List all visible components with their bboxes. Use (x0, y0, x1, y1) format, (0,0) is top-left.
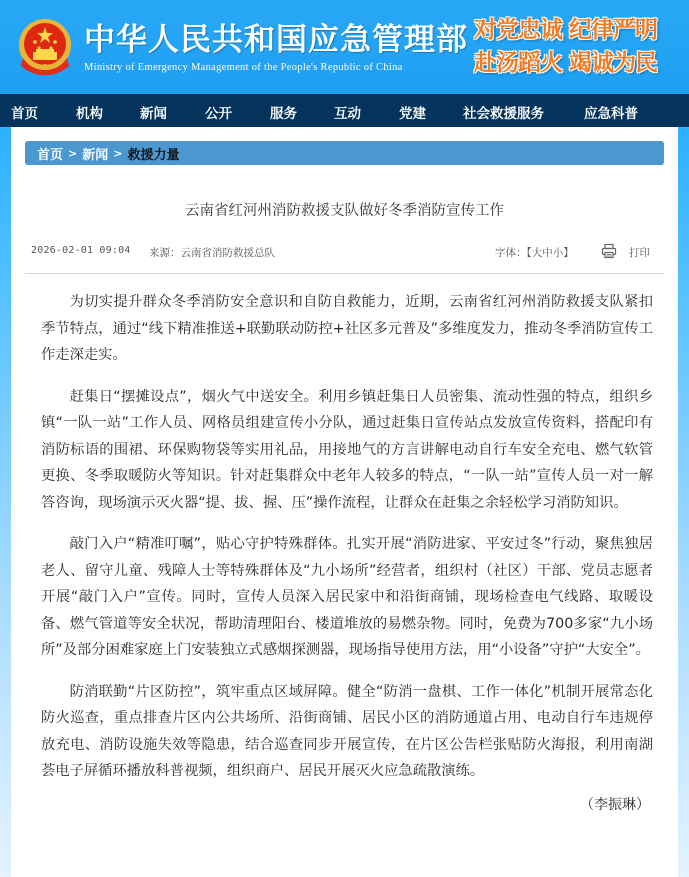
nav-item-emergency-science[interactable]: 应急科普 (584, 106, 638, 122)
nav-item-home[interactable]: 首页 (11, 106, 38, 122)
article-paragraph: 防消联勤“片区防控”，筑牢重点区域屏障。健全“防消一盘棋、工作一体化”机制开展常态化防火巡查，重点排查片区内公共场所、沿街商铺、居民小区的消防通道占用、电动自行车违规停放充电、消防设施失效等隐患，结合巡查同步开展宣传，在片区公告栏张贴防火海报，利用南湖荟电子屏循环播放科普视频，组织商户、居民开展灭火应急疏散演练。 (41, 683, 653, 779)
article-meta (25, 242, 664, 262)
site-subtitle: Ministry of Emergency Management of the People's Republic of China (84, 62, 403, 73)
printer-icon[interactable] (601, 243, 617, 259)
article-body (41, 289, 653, 800)
font-size-options[interactable]: 【大中小】 (526, 247, 574, 259)
site-header (0, 0, 689, 94)
slogan-line-2: 赴汤蹈火 竭诚为民 (474, 49, 658, 76)
breadcrumb-current[interactable]: 救援力量 (127, 147, 180, 163)
nav-item-services[interactable]: 服务 (270, 106, 297, 122)
slogan-block (474, 13, 684, 79)
slogan-line-1: 对党忠诚 纪律严明 (474, 16, 658, 43)
font-size-control (495, 245, 574, 260)
nav-item-party-building[interactable]: 党建 (399, 106, 426, 122)
nav-item-organization[interactable]: 机构 (76, 106, 103, 122)
breadcrumb-news[interactable]: 新闻 (82, 147, 109, 163)
article-paragraph: 赶集日“摆摊设点”，烟火气中送安全。利用乡镇赶集日人员密集、流动性强的特点，组织乡镇“一队一站”工作人员、网格员组建宣传小分队，通过赶集日宣传站点发放宣传资料，搭配印有消防标语的围裙、环保购物袋等实用礼品，用接地气的方言讲解电动自行车安全充电、燃气软管更换、冬季取暖防火等知识。针对赶集群众中老年人较多的特点，“一队一站”宣传人员一对一解答咨询，现场演示灭火器“提、拔、握、压”操作流程，让群众在赶集之余轻松学习消防知识。 (41, 388, 653, 511)
national-emblem-icon[interactable] (17, 18, 73, 76)
breadcrumb-separator: > (113, 146, 123, 160)
breadcrumb (25, 141, 664, 165)
article-author: （李振琳） (580, 797, 650, 813)
breadcrumb-home[interactable]: 首页 (37, 147, 64, 163)
meta-divider (25, 273, 664, 274)
nav-item-news[interactable]: 新闻 (140, 106, 167, 122)
print-button[interactable]: 打印 (629, 247, 650, 259)
font-size-label: 字体： (495, 247, 527, 259)
site-title: 中华人民共和国应急管理部 (84, 22, 468, 58)
article-paragraph: 敲门入户“精准叮嘱”，贴心守护特殊群体。扎实开展“消防进家、平安过冬”行动，聚焦独居老人、留守儿童、残障人士等特殊群体及“九小场所”经营者，组织村（社区）干部、党员志愿者开展“敲门入户”宣传。同时，宣传人员深入居民家中和沿街商铺，现场检查电气线路、取暖设备、燃气管道等安全状况，帮助清理阳台、楼道堆放的易燃杂物。同时，免费为700多家“九小场所”及部分困难家庭上门安装独立式感烟探测器，现场指导使用方法，用“小设备”守护“大安全”。 (41, 536, 653, 658)
nav-item-social-rescue[interactable]: 社会救援服务 (463, 106, 544, 122)
breadcrumb-separator: > (68, 146, 78, 160)
article-title: 云南省红河州消防救援支队做好冬季消防宣传工作 (185, 203, 504, 219)
content-panel (11, 127, 678, 877)
article-source: 来源：云南省消防救援总队 (149, 247, 275, 259)
nav-item-public[interactable]: 公开 (205, 106, 232, 122)
main-nav (0, 94, 689, 127)
article-paragraph: 为切实提升群众冬季消防安全意识和自防自救能力，近期，云南省红河州消防救援支队紧扣季节特点，通过“线下精准推送+联勤联动防控+社区多元普及”多维度发力，推动冬季消防宣传工作走深走实。 (41, 294, 653, 363)
nav-item-interaction[interactable]: 互动 (334, 106, 361, 122)
publish-date: 2026-02-01 09:04 (31, 245, 131, 256)
